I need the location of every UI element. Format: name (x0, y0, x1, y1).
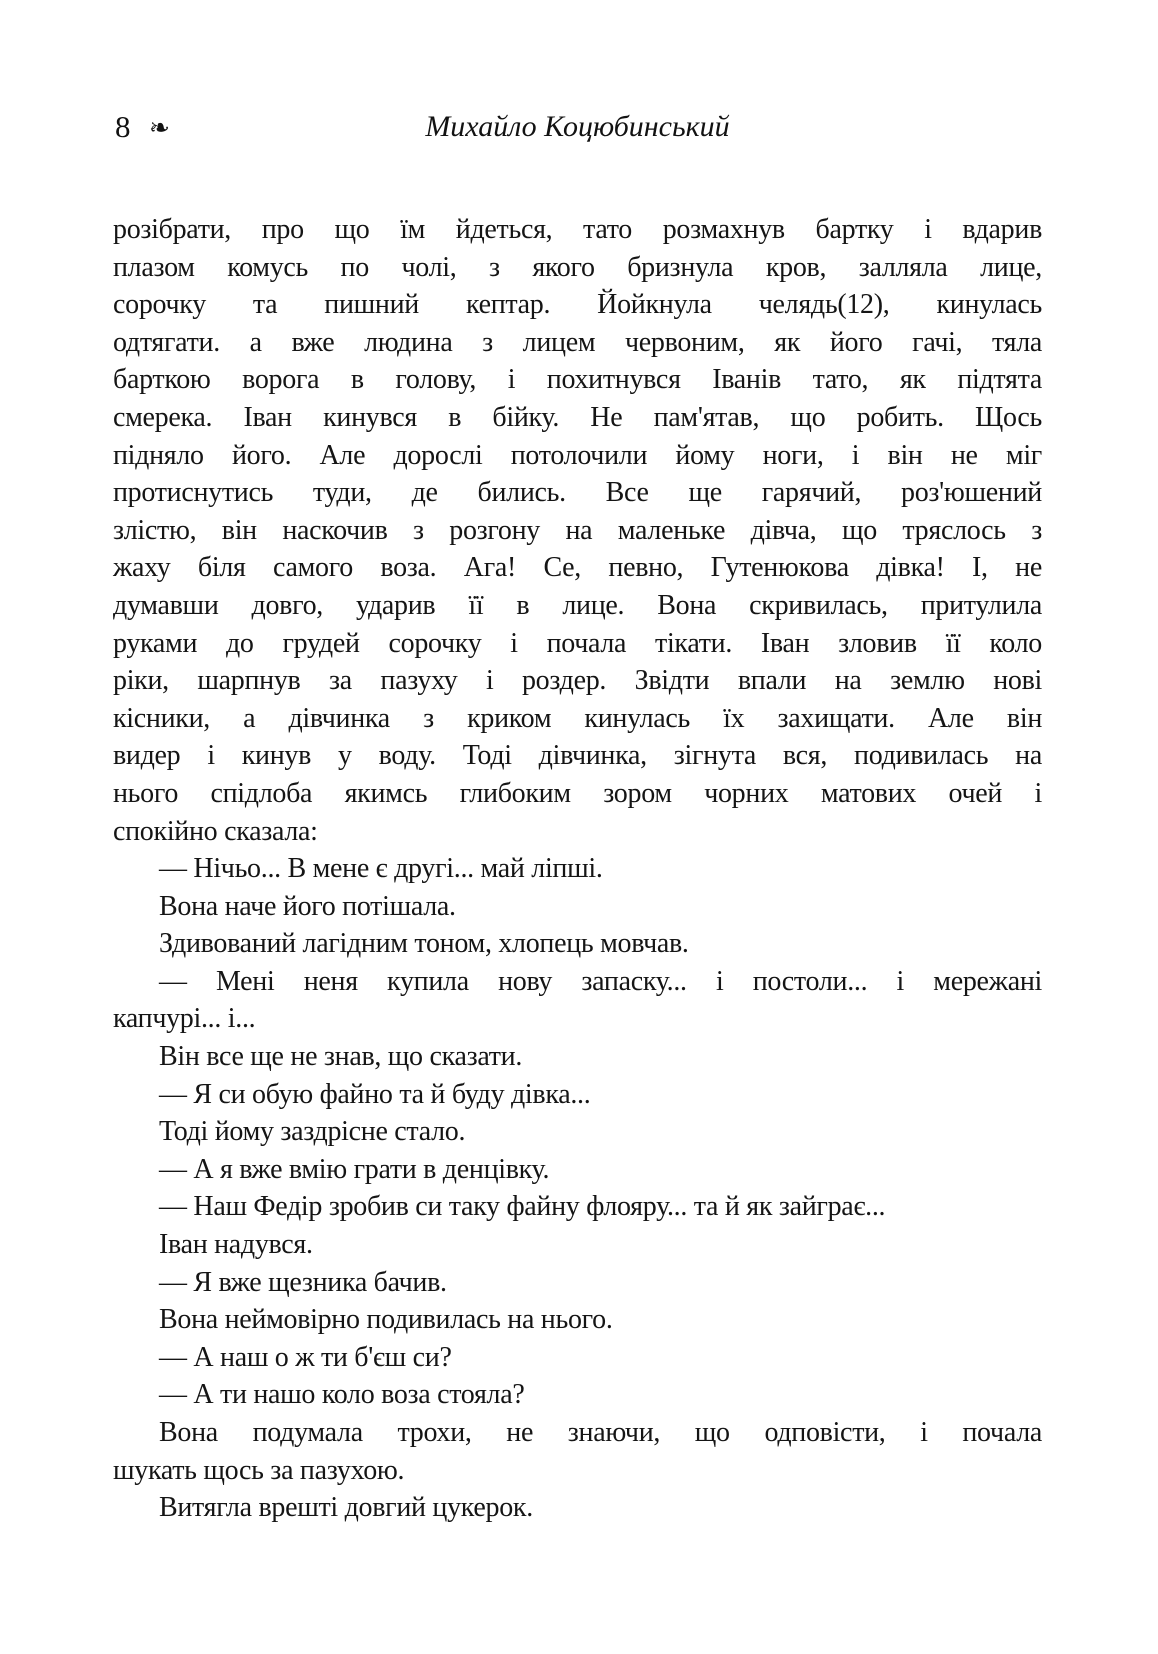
text-line: плазом комусь по чолі, з якого бризнула кров, залляла лице, (113, 251, 1042, 283)
text-line: Вона подумала трохи, не знаючи, що одповісти, і почала (159, 1417, 1042, 1448)
text-line: Здивований лагідним тоном, хлопець мовчав. (159, 928, 689, 960)
text-line: думавши довго, ударив її в лице. Вона скривилась, притулила (113, 589, 1042, 621)
text-line: — Нічьо... В мене є другі... май ліпші. (159, 853, 603, 885)
text-line: — А я вже вмію грати в денцівку. (159, 1153, 550, 1185)
text-line: Витягла врешті довгий цукерок. (159, 1492, 533, 1524)
text-line: Вона наче його потішала. (159, 890, 456, 922)
text-line: одтягати. а вже людина з лицем червоним, як його гачі, тяла (113, 326, 1042, 358)
text-line: — А наш о ж ти б'єш си? (159, 1341, 452, 1373)
text-line: спокійно сказала: (113, 815, 318, 847)
text-line: — Наш Федір зробив си таку файну флояру... та й як зайграє... (159, 1191, 886, 1223)
text-line: нього спідлоба якимсь глибоким зором чорних матових очей і (113, 777, 1042, 809)
text-line: Вона неймовірно подивилась на нього. (159, 1304, 613, 1336)
text-block (113, 211, 1042, 1527)
text-line: капчурі... і... (113, 1003, 256, 1035)
text-line: злістю, він наскочив з розгону на маленьке дівча, що тряслось з (113, 514, 1042, 546)
text-line: шукать щось за пазухою. (113, 1454, 405, 1486)
text-line: руками до грудей сорочку і почала тікати. Іван зловив її коло (113, 627, 1042, 659)
text-line: жаху біля самого воза. Ага! Се, певно, Гутенюкова дівка! І, не (113, 552, 1042, 584)
text-line: видер і кинув у воду. Тоді дівчинка, зігнута вся, подивилась на (113, 740, 1042, 772)
text-line: розібрати, про що їм йдеться, тато розмахнув бартку і вдарив (113, 214, 1042, 245)
text-line: сорочку та пишний кептар. Йойкнула челядь(12), кинулась (113, 289, 1042, 321)
text-line: — А ти нашо коло воза стояла? (159, 1379, 525, 1411)
text-line: кісники, а дівчинка з криком кинулась їх захищати. Але він (113, 702, 1042, 734)
page-number: 8 (115, 109, 131, 144)
text-line: підняло його. Але дорослі потолочили йому ноги, і він не міг (113, 439, 1042, 471)
running-header-author: Михайло Коцюбинський (425, 110, 730, 143)
text-line: Він все ще не знав, що сказати. (159, 1041, 523, 1073)
text-line: протиснутись туди, де бились. Все ще гарячий, роз'юшений (113, 477, 1042, 509)
text-line: смерека. Іван кинувся в бійку. Не пам'ятав, що робить. Щось (113, 401, 1042, 433)
fleuron-ornament-icon: ❧ (149, 113, 170, 142)
running-header (113, 108, 1042, 150)
text-line: ріки, шарпнув за пазуху і роздер. Звідти впали на землю нові (113, 665, 1042, 697)
text-line: Тоді йому заздрісне стало. (159, 1116, 466, 1148)
text-line: барткою ворога в голову, і похитнувся Іванів тато, як підтята (113, 364, 1042, 396)
text-line: Іван надувся. (159, 1229, 313, 1261)
text-line: — Я вже щезника бачив. (159, 1266, 447, 1298)
text-line: — Я си обую файно та й буду дівка... (159, 1078, 591, 1110)
text-line: — Мені неня купила нову запаску... і постоли... і мережані (159, 965, 1042, 997)
